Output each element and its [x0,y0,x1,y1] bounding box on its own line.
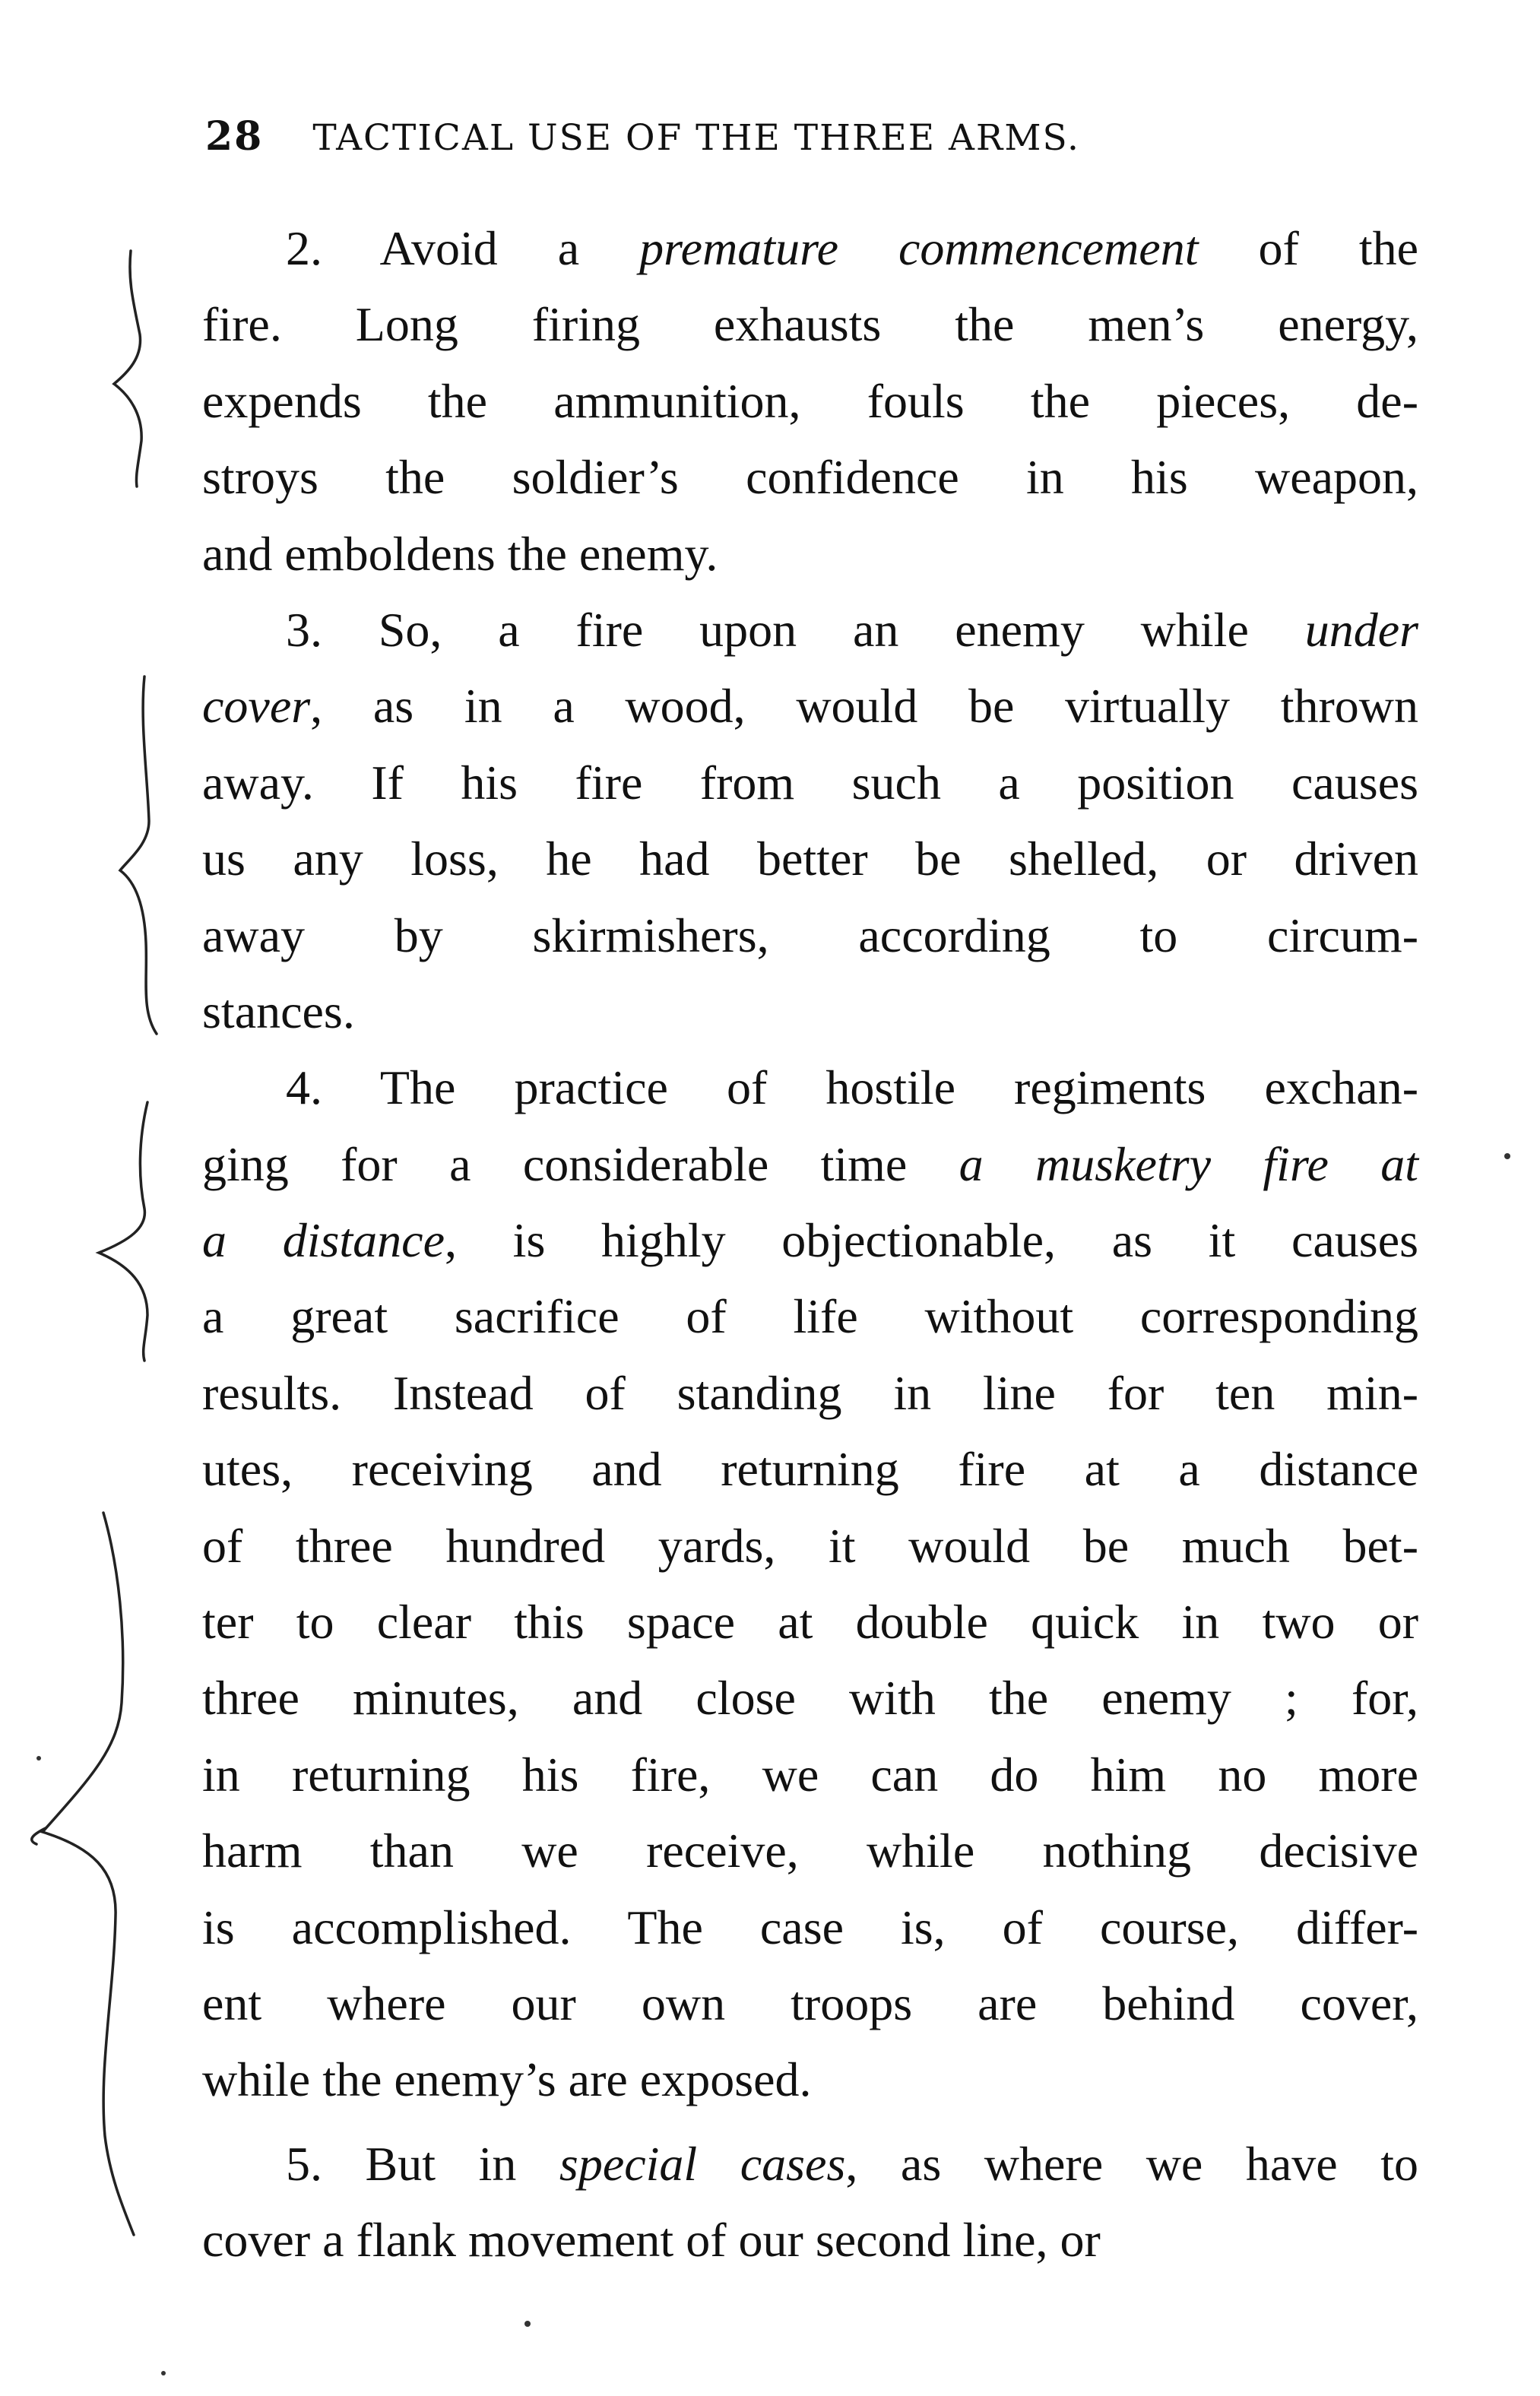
text-run: is accomplished. The case is, of course, differ- [202,1900,1418,1954]
text-run: ter to clear this space at double quick in two or [202,1595,1418,1650]
text-run: three minutes, and close with the enemy ; for, [202,1671,1418,1726]
margin-bracket-paragraph-3 [120,677,157,1034]
text-run: 4. The practice of hostile regiments exchan- [286,1060,1418,1115]
text-run: , as where we have to [845,2136,1419,2191]
margin-bracket-paragraph-2 [114,251,141,486]
stray-dot [161,2371,166,2375]
text-run: stroys the soldier’s confidence in his weapon, [202,450,1418,505]
text-run: results. Instead of standing in line for ten min- [202,1365,1418,1420]
italic-phrase: a musketry fire at [959,1136,1419,1191]
text-run: in returning his fire, we can do him no more [202,1747,1418,1802]
text-run: expends the ammunition, fouls the pieces, de- [202,373,1418,428]
italic-phrase: under [1304,602,1418,657]
text-run: , is highly objectionable, as it causes [444,1213,1418,1268]
stray-dot [1504,1153,1510,1159]
text-run: 3. So, a fire upon an enemy while [286,602,1305,657]
text-run: of three hundred yards, it would be much bet- [202,1518,1418,1573]
text-run: a great sacrifice of life without corresponding [202,1289,1418,1344]
text-run: away. If his fire from such a position causes [202,755,1418,810]
text-run: fire. Long firing exhausts the men’s energy, [202,297,1418,352]
text-run: ging for a considerable time [202,1136,959,1191]
stray-dot [36,1756,41,1761]
italic-phrase: a distance [202,1213,445,1268]
text-run: 2. Avoid a [286,221,640,275]
text-run: utes, receiving and returning fire at a distance [202,1442,1418,1497]
text-run: cover a flank movement of our second line, or [202,2213,1101,2268]
text-run: 5. But in [286,2136,559,2191]
italic-phrase: special cases [559,2136,846,2191]
stray-dot [524,2321,531,2327]
page-number: 28 [205,113,264,160]
text-run: and emboldens the enemy. [202,526,718,581]
text-run: of the [1198,221,1419,275]
margin-bracket-paragraph-4-lower [43,1513,134,2235]
italic-phrase: premature commencement [639,221,1199,275]
margin-hook [32,1828,46,1844]
text-run: while the enemy’s are exposed. [202,2052,812,2107]
text-run: us any loss, he had better be shelled, or driven [202,832,1418,886]
text-run: stances. [202,984,355,1038]
text-run: harm than we receive, while nothing decisive [202,1824,1418,1878]
text-run: , as in a wood, would be virtually thrown [310,679,1418,734]
text-run: away by skirmishers, according to circum- [202,908,1418,962]
text-run: ent where our own troops are behind cover, [202,1976,1418,2030]
margin-bracket-paragraph-4-upper [99,1102,147,1361]
running-title: TACTICAL USE OF THE THREE ARMS. [312,117,1080,159]
italic-phrase: cover [202,679,311,734]
